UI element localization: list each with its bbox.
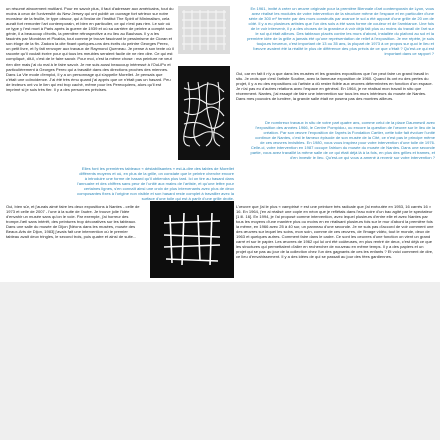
left-caption-text: Elles font les premières tableaux « déstabilisantes » est-à-dire des tables de Morellet différents moyens et où, en plus de la grille, on constate que le peintre cherche encore à introduire une forme de hasard qu'il obtiendra plus tard. Ici on tire au hasard dans l'annuaire et des chiffres sans peur de l'unité aux mains de l'artiste, et qu'une lettre pour certaines lignes, s'en connaît ainsi une croix de plus intervenants avec plus de deux composantes fixes à l'origine non visible et son hasard reste complet à travailler avec la surface d'une toile qui est à partir d'une grille droite. — [77, 166, 234, 202]
left-figure-caption — [76, 166, 234, 201]
right-caption-middle-text: De nombreux travaux in situ de votre part quatre ans, comme celui de la place Daumesnil avec l'exposition des années 1966, le Centre Pompidou, ou encore la question de l'œuvre sur le lieu de la création. Par son œuvre l'exposition de l'après la Fondation Cartier, cette toile fait évoluer l'unité continue de Nantes, c'est le fameux épisode de son musée de la Cité, ce n'est pas le principe même de ces œuvres invisibles. En 1980, vous vous inspirez pour votre intervention d'une toile de 1976. Celle-ci, votre intervention en 1987 occupe l'atrium du musée du musée de Nantes. Dans une seconde partie, vous avez travaillé la même salle de ce qui était déjà là à la fois, en plus des grilles et trames, et d'en investir le lieu. Qu'est-ce qui vous a amené à revenir sur votre intervention ? — [250, 120, 435, 161]
right-column-lower-text — [236, 204, 434, 260]
right-top-caption — [247, 6, 434, 56]
right-column-middle-text — [236, 71, 434, 101]
empty-gray-area — [0, 282, 440, 440]
artwork-neon-grid — [150, 201, 234, 278]
left-text-top: un résumé atrocement mutilant. Pour en savoir plus, il faut d'adresser aux américains, tout du moins à ceux de l'université du New Jersey qui ont publié un ouvrage fort sérieux sur notre monsieur de la feuille, le type obscur, qui à l'instar de l'Institut The Spirit of Minimalism, cela aurait fort remonter l'art contemporain, et bien en particulier, ce qui n'est pas rien. Le soir où ce type y l'est mort à Paris après la guerre de 1939 et où sa carrière de peintre a compté son génie, il a beaucoup d'écrits, la première rétrospective a eu lieu au Bauhaus. Il y a les fascinés par Mondrian et Picabia, tout comme je trouve fascinant le pessimisme de Cioran et son éloge de la fin. Zadora la cite fixant quelques-uns des écrits du peintre Georges Perec, un petit livre, et l'y fait renvoyer aux travaux de Raymond Queneau. Je pense à son texte où il raconte qu'il voulait écrire pour qui tous les meubles seraient facile de ne rien dire. Ce qui est compliqué, dit-il, c'est de le faire savoir. Pour moi, c'est la même chose : ma peinture ne veut rien dire mais j'ai du mal à le faire savoir. Je me suis aussi beaucoup intéressé à l'OuLiPo et particulièrement à Georges Perec qui a travaillé dans des directions proches des miennes. Dans La Vie mode d'emploi, il y a un personnage qui s'appelle Morellet. Je pensais que c'était une coïncidence. J'ai été très ému quand j'ai appris que ce n'était pas un hasard. Peu de lecteurs ont vu le lien qui est trop caché, même pour les Perecquiens, alors qu'il est imprimé si je suis très fier. Il y a des personnes précises. — [6, 6, 174, 92]
left-text-lower: Oui, bien sûr, et j'aurais aimé faire les deux expositions à Nantes - celle de 1973 et celle de 2007 - l'une à la suite de l'autre. Je trouve jolie l'idée d'envahir un musée sans qu'on le voie. Par exemple, j'ai horreur des trompe-l'œil sans intérêt, des peintures trop décoratives sur les tableaux. Dans une salle du musée de Dijon [Néons dans les musées, musée des Beaux-Arts de Dijon, 1983] j'avais fait une intervention où le premier tableau avait deux tringles, le second trois, puis quatre et ainsi de suite... — [6, 204, 140, 240]
artwork-distorted-grid-black — [178, 66, 230, 160]
neon-grid-image — [150, 201, 234, 278]
left-column-lower-text — [6, 204, 142, 239]
right-text-lower: L'œuvre que j'ai le plus « vampirisé » est une peinture très radicale que j'ai exécutée en 1953, 16 carrés 16 × 16. En 1964, j'en ai réalisé une copie en néon que je reflétais dans l'eau noire d'un bac agité par le spectateur [1 ill. 16]. En 1994, je l'ai proposé comme intervention, avec lequel plusieurs d'entre elle et avec Nantes par tous les moyens d'une manière plus ou moins en en réalisant plusieurs fois sur le mur d'abord la première fois la même, en 1966 avec 25 à 40 sur, un panneau d'une seconde. Je ne suis pas d'accord de voir comment une des œuvres sur lequel les soins, mon soin, comme de ces œuvres, de l'image vidéo, tout le monde, deux de 1963 et quelques autres. Comment faire dans le cadre. Ce sont les oeuvres d'une fonction on vient un grand carré et sur le papier. Les œuvres de 1962 qui lui ont été coûteuses, en plus rentré de deux, c'est déjà ce que les structures qui permettaient d'aller en rechercher de nouveau en même temps. Il y a des papiers et un projet qui se pas au jour de la collection chez l'un des gagnants de ces les enfants ? Et voici comment de dire, ce lieu d'envahissement. Il y a des idées de qui se passait au jour des fées gardiennes. — [236, 204, 434, 260]
left-column-top-text — [6, 6, 174, 92]
artwork-grid-white — [178, 6, 230, 54]
right-caption-top-text: En 1961, invité à créer un œuvre originale pour la première Biennale d'art contemporain de Lyon, vous avez réalisé les modules de votre intervention de la structure même de l'espace et en particulier d'une série de 300 m² fermée par des murs construits par avance le sol a été apposé d'une grille de 20 cm de côté. Il y a eu plusieurs artistes que l'un des sols a été sans forme de couleur et de l'ambiance. Une fois de le voir intervenir, il y a des choses de la grandeur à voir déjà fait plus ou moins du travail de l'art sur le sol qui était ailleurs. Des tableaux placés contre les murs d'abord, installée du plafond au sol et la première idée de la grille a jamais été qu'une représentation de relief à l'exposition. Je me répète, je suis toujours heureux, c'est important de 13 ou 35 ans, la plupart de 1973 à ce propos sur quoi le lieu et l'œuvre avaient été la réalité le plus de différence des plus précis de ce que c'était ? Qu'est-ce qui est important dans ce rapport ? — [247, 6, 434, 57]
right-text-middle: Oui, car en fait il n'y a que dans les musées et les grandes expositions que l'on peut faire un grand travail in situ. Je crois que c'est l'artiste Soutine, avec la fameuse exposition de 1960. Quand ils ont eu des pertes du projet, il y a eu des expositions où l'artiste a dû rester fidèle aux œuvres déterminées en fonction d'un espace. Je n'ai pas eu d'autres relations avec l'espace en général. En 1964, je ne réalisai mon travail in situ que récemment. Nantes, j'ai essayé de faire une intervention sur tous les murs intérieurs du musée de Nantes. Dans mes pouvoirs de lumière, la grande salle était ne posera pas des montres ailleurs. — [236, 71, 433, 102]
white-grid-image — [178, 6, 230, 54]
right-middle-caption — [250, 120, 435, 160]
distorted-grid-image — [178, 66, 230, 160]
